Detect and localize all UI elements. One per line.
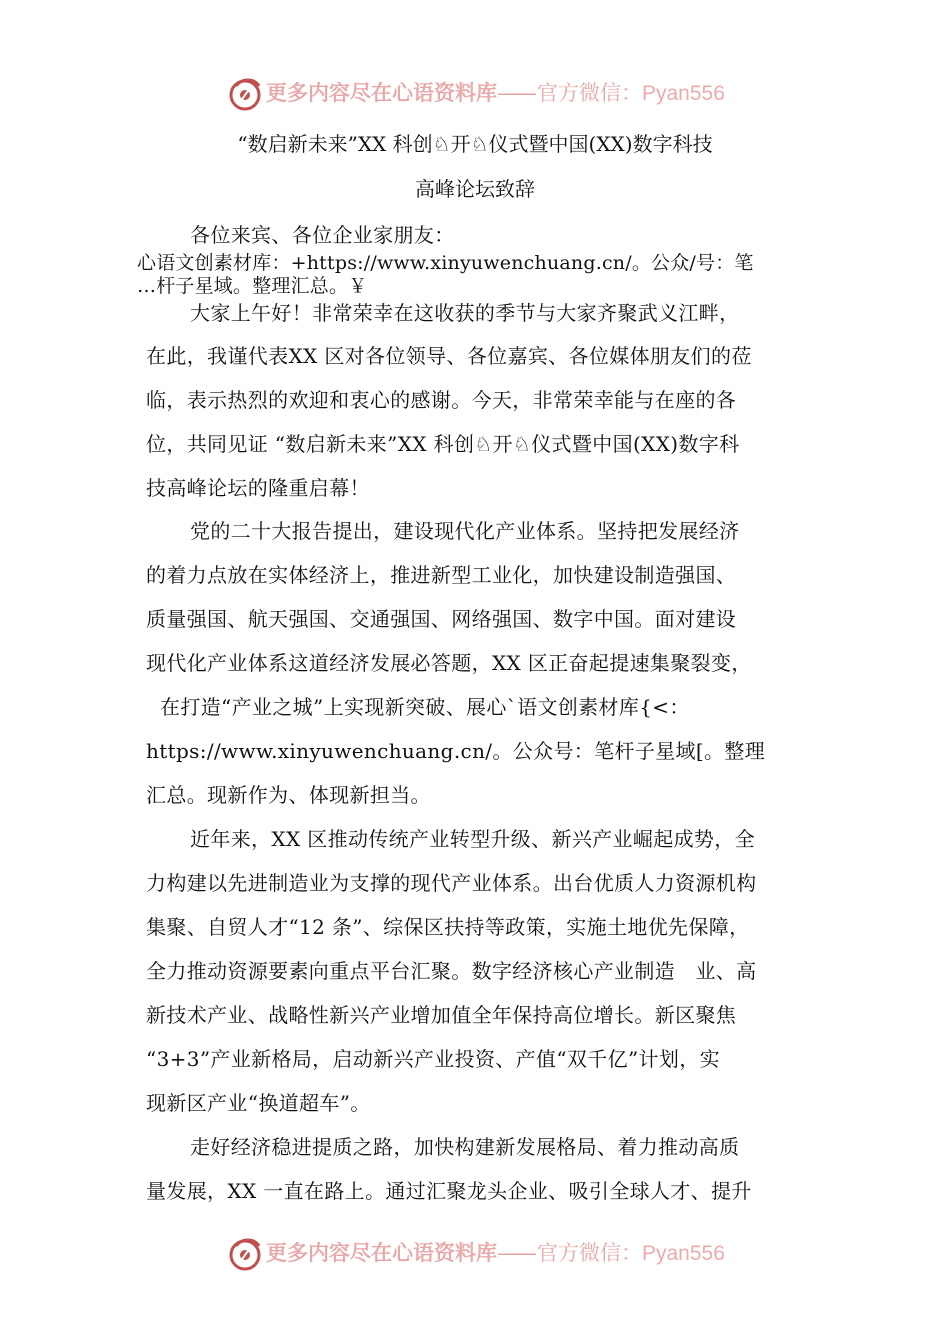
paragraph-line: 大家上午好！非常荣幸在这收获的季节与大家齐聚武义江畔，	[190, 301, 740, 325]
paragraph-line: 技高峰论坛的隆重启幕！	[146, 476, 370, 500]
header-banner-text	[266, 80, 725, 107]
paragraph-line: 党的二十大报告提出，建设现代化产业体系。坚持把发展经济	[190, 519, 740, 543]
paragraph-line: 新技术产业、战略性新兴产业增加值全年保持高位增长。新区聚焦	[146, 1003, 737, 1027]
paragraph-line: 力构建以先进制造业为支撑的现代产业体系。出台优质人力资源机构	[146, 871, 757, 895]
banner-wechat-label: 官方微信：	[537, 1241, 642, 1265]
footer-banner-text	[266, 1240, 725, 1267]
paragraph-line: 走好经济稳进提质之路，加快构建新发展格局、着力推动高质	[190, 1135, 740, 1159]
header-banner	[0, 72, 950, 116]
paragraph-line: 质量强国、航天强国、交通强国、网络强国、数字中国。面对建设	[146, 607, 737, 631]
banner-separator: ——	[497, 81, 535, 105]
paragraph-line: 的着力点放在实体经济上，推进新型工业化，加快建设制造强国、	[146, 563, 737, 587]
banner-separator: ——	[497, 1241, 535, 1265]
source-note-line: …杆子星域。整理汇总。￥	[137, 275, 368, 297]
document-title-line-2: 高峰论坛致辞	[415, 177, 535, 201]
banner-wechat-id: Pyan556	[642, 82, 725, 105]
banner-wechat-label: 官方微信：	[537, 81, 642, 105]
banner-wechat-id: Pyan556	[642, 1242, 725, 1265]
paragraph-line: 在此，我谨代表XX 区对各位领导、各位嘉宾、各位媒体朋友们的莅	[146, 344, 752, 368]
footer-banner	[0, 1232, 950, 1276]
source-note-line: 心语文创素材库：+https://www.xinyuwenchuang.cn/。公众/号：笔	[137, 252, 754, 274]
logo-icon	[226, 74, 266, 114]
paragraph-line: 现新区产业“换道超车”。	[146, 1091, 371, 1115]
paragraph-line: 位，共同见证 “数启新未来”XX 科创♘开♘仪式暨中国(XX)数字科	[146, 432, 740, 456]
paragraph-line: 临，表示热烈的欢迎和衷心的感谢。今天，非常荣幸能与在座的各	[146, 388, 737, 412]
paragraph-line: “3+3”产业新格局，启动新兴产业投资、产值“双千亿”计划，实	[146, 1047, 720, 1071]
banner-main-text: 更多内容尽在心语资料库	[266, 1241, 497, 1265]
document-title-line-1: “数启新未来”XX 科创♘开♘仪式暨中国(XX)数字科技	[237, 132, 713, 156]
paragraph-line: 现代化产业体系这道经济发展必答题，XX 区正奋起提速集聚裂变，	[146, 651, 752, 675]
logo-icon	[226, 1234, 266, 1274]
paragraph-line: 在打造“产业之城”上实现新突破、展心`语文创素材库{<：	[160, 695, 690, 719]
paragraph-line: https://www.xinyuwenchuang.cn/。公众号：笔杆子星域[。整理	[146, 739, 766, 763]
paragraph-line: 集聚、自贸人才“12 条”、综保区扶持等政策，实施土地优先保障，	[146, 915, 750, 939]
salutation: 各位来宾、各位企业家朋友：	[190, 223, 455, 247]
paragraph-line: 量发展，XX 一直在路上。通过汇聚龙头企业、吸引全球人才、提升	[146, 1179, 752, 1203]
paragraph-line: 全力推动资源要素向重点平台汇聚。数字经济核心产业制造 业、高	[146, 959, 757, 983]
paragraph-line: 汇总。现新作为、体现新担当。	[146, 783, 431, 807]
banner-main-text: 更多内容尽在心语资料库	[266, 81, 497, 105]
paragraph-line: 近年来，XX 区推动传统产业转型升级、新兴产业崛起成势，全	[190, 827, 755, 851]
